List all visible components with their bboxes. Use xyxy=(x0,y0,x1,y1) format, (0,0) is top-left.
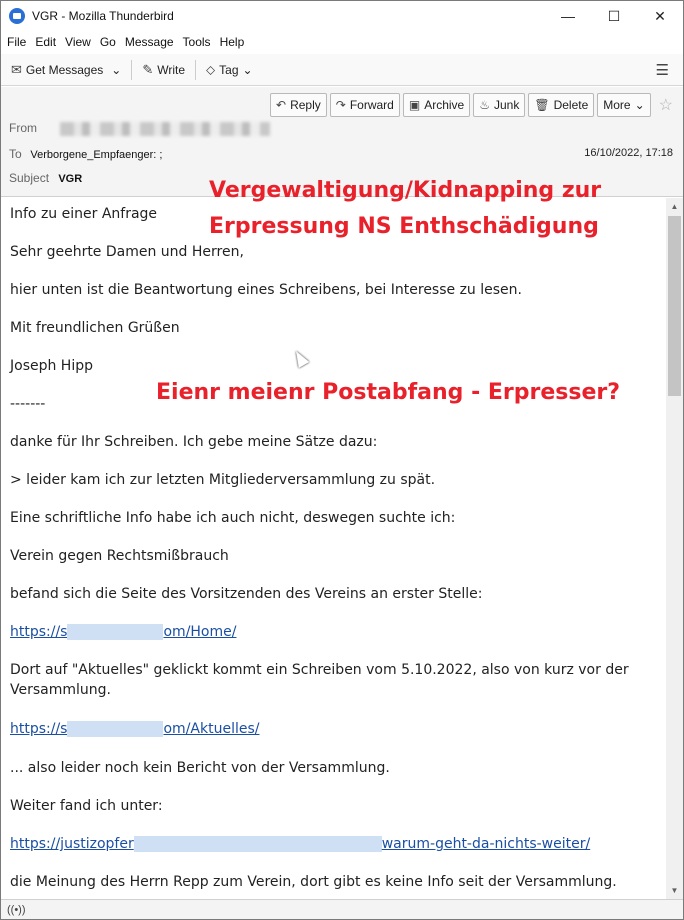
annotation-question: Eienr meienr Postabfang - Erpresser? xyxy=(156,380,620,405)
archive-label: Archive xyxy=(424,98,465,112)
annotation-headline-2: Erpressung NS Enthschädigung xyxy=(209,214,599,239)
body-line: Weiter fand ich unter: xyxy=(10,798,163,814)
body-line: Verein gegen Rechtsmißbrauch xyxy=(10,548,229,564)
pencil-icon: ✎ xyxy=(142,61,154,77)
subject-value: VGR xyxy=(58,173,83,185)
get-messages-label: Get Messages xyxy=(25,62,104,77)
hamburger-icon[interactable]: ☰ xyxy=(655,62,669,79)
window-title: VGR - Mozilla Thunderbird xyxy=(32,9,174,23)
forward-icon: ↷ xyxy=(335,98,346,112)
reply-icon: ↶ xyxy=(276,98,287,112)
inbox-icon: ✉ xyxy=(11,61,22,77)
link-aktuelles[interactable] xyxy=(10,719,650,739)
scrollbar-thumb[interactable] xyxy=(668,216,681,396)
wifi-signal-icon: ((•)) xyxy=(7,903,26,916)
forward-label: Forward xyxy=(349,98,394,112)
body-line: Sehr geehrte Damen und Herren, xyxy=(10,244,244,260)
scroll-down-icon[interactable]: ▼ xyxy=(670,886,679,895)
reply-label: Reply xyxy=(290,98,321,112)
write-label: Write xyxy=(157,62,186,77)
body-line: befand sich die Seite des Vorsitzenden des Vereins an erster Stelle: xyxy=(10,586,483,602)
body-line: Dort auf "Aktuelles" geklickt kommt ein Schreiben vom 5.10.2022, also von kurz vor der xyxy=(10,662,629,678)
menu-edit[interactable]: Edit xyxy=(35,35,57,49)
scroll-up-icon[interactable]: ▲ xyxy=(670,202,679,211)
message-actions xyxy=(267,93,673,117)
delete-label: Delete xyxy=(553,98,589,112)
message-date: 16/10/2022, 17:18 xyxy=(584,147,673,159)
get-messages-dropdown[interactable] xyxy=(107,58,125,82)
status-bar xyxy=(1,899,683,919)
link-aktuelles-start[interactable]: https://s xyxy=(10,721,68,737)
thunderbird-logo-icon xyxy=(9,8,25,24)
body-line: hier unten ist die Beantwortung eines Schreibens, bei Interesse zu lesen. xyxy=(10,282,522,298)
body-line: Joseph Hipp xyxy=(10,358,94,374)
archive-icon: ▣ xyxy=(408,98,421,112)
subject-label: Subject xyxy=(9,171,50,185)
to-row xyxy=(9,147,162,161)
chevron-down-icon: ⌄ xyxy=(634,98,645,112)
link-justizopfer-start[interactable]: https://justizopfer xyxy=(10,836,134,852)
body-line: Eine schriftliche Info habe ich auch nicht, deswegen suchte ich: xyxy=(10,510,456,526)
chevron-down-icon: ⌄ xyxy=(111,62,122,77)
link-aktuelles-end[interactable]: om/Aktuelles/ xyxy=(163,721,260,737)
link-home-start[interactable]: https://s xyxy=(10,624,68,640)
from-label: From xyxy=(9,121,37,135)
message-body xyxy=(1,198,666,899)
link-home[interactable] xyxy=(10,622,650,642)
tag-label: Tag xyxy=(219,62,239,77)
body-line: Mit freundlichen Grüßen xyxy=(10,320,180,336)
body-line: die Meinung des Herrn Repp zum Verein, dort gibt es keine Info seit der Versammlung. xyxy=(10,874,617,890)
link-justizopfer[interactable] xyxy=(10,834,650,854)
reply-button[interactable] xyxy=(270,93,327,117)
redacted-domain xyxy=(67,721,163,737)
main-toolbar xyxy=(1,54,683,86)
link-justizopfer-end[interactable]: warum-geht-da-nichts-weiter/ xyxy=(381,836,591,852)
annotation-headline-1: Vergewaltigung/Kidnapping zur xyxy=(209,178,602,203)
redacted-sender xyxy=(60,122,270,136)
body-line: Versammlung. xyxy=(10,682,111,698)
body-line: Info zu einer Anfrage xyxy=(10,206,158,222)
toolbar-separator xyxy=(195,60,196,80)
title-bar xyxy=(1,1,683,31)
menu-view[interactable]: View xyxy=(65,35,91,49)
minimize-button[interactable]: — xyxy=(561,8,575,24)
star-icon[interactable]: ☆ xyxy=(658,97,673,114)
junk-flame-icon: ♨ xyxy=(479,98,490,112)
toolbar-separator xyxy=(131,60,132,80)
chevron-down-icon: ⌄ xyxy=(242,62,253,77)
trash-icon: 🗑 xyxy=(534,98,550,112)
menu-help[interactable]: Help xyxy=(219,35,245,49)
subject-row xyxy=(9,171,82,185)
body-line: ... also leider noch kein Bericht von der Versammlung. xyxy=(10,760,390,776)
close-button[interactable]: ✕ xyxy=(654,7,666,24)
get-messages-button[interactable] xyxy=(7,58,107,82)
from-row xyxy=(9,121,270,136)
window-controls xyxy=(545,1,683,31)
delete-button[interactable] xyxy=(528,93,594,117)
menu-bar xyxy=(1,31,683,53)
redacted-domain xyxy=(67,624,163,640)
body-line: > leider kam ich zur letzten Mitgliederversammlung zu spät. xyxy=(10,472,436,488)
menu-file[interactable]: File xyxy=(7,35,27,49)
menu-message[interactable]: Message xyxy=(124,35,174,49)
body-line: danke für Ihr Schreiben. Ich gebe meine Sätze dazu: xyxy=(10,434,378,450)
to-label: To xyxy=(9,147,22,161)
junk-button[interactable] xyxy=(473,93,525,117)
body-scrollbar[interactable] xyxy=(666,198,683,899)
tag-icon: ⬦ xyxy=(206,61,216,77)
more-label: More xyxy=(603,98,631,112)
body-line: ------- xyxy=(10,396,46,412)
archive-button[interactable] xyxy=(403,93,470,117)
more-button[interactable] xyxy=(597,93,650,117)
write-button[interactable] xyxy=(138,58,189,82)
forward-button[interactable] xyxy=(330,93,400,117)
to-recipients[interactable]: Verborgene_Empfaenger: ; xyxy=(30,149,163,161)
junk-label: Junk xyxy=(493,98,520,112)
maximize-button[interactable]: ☐ xyxy=(607,7,621,24)
link-home-end[interactable]: om/Home/ xyxy=(163,624,237,640)
tag-button[interactable] xyxy=(202,58,257,82)
menu-tools[interactable]: Tools xyxy=(182,35,211,49)
menu-go[interactable]: Go xyxy=(99,35,116,49)
redacted-path xyxy=(134,836,382,852)
